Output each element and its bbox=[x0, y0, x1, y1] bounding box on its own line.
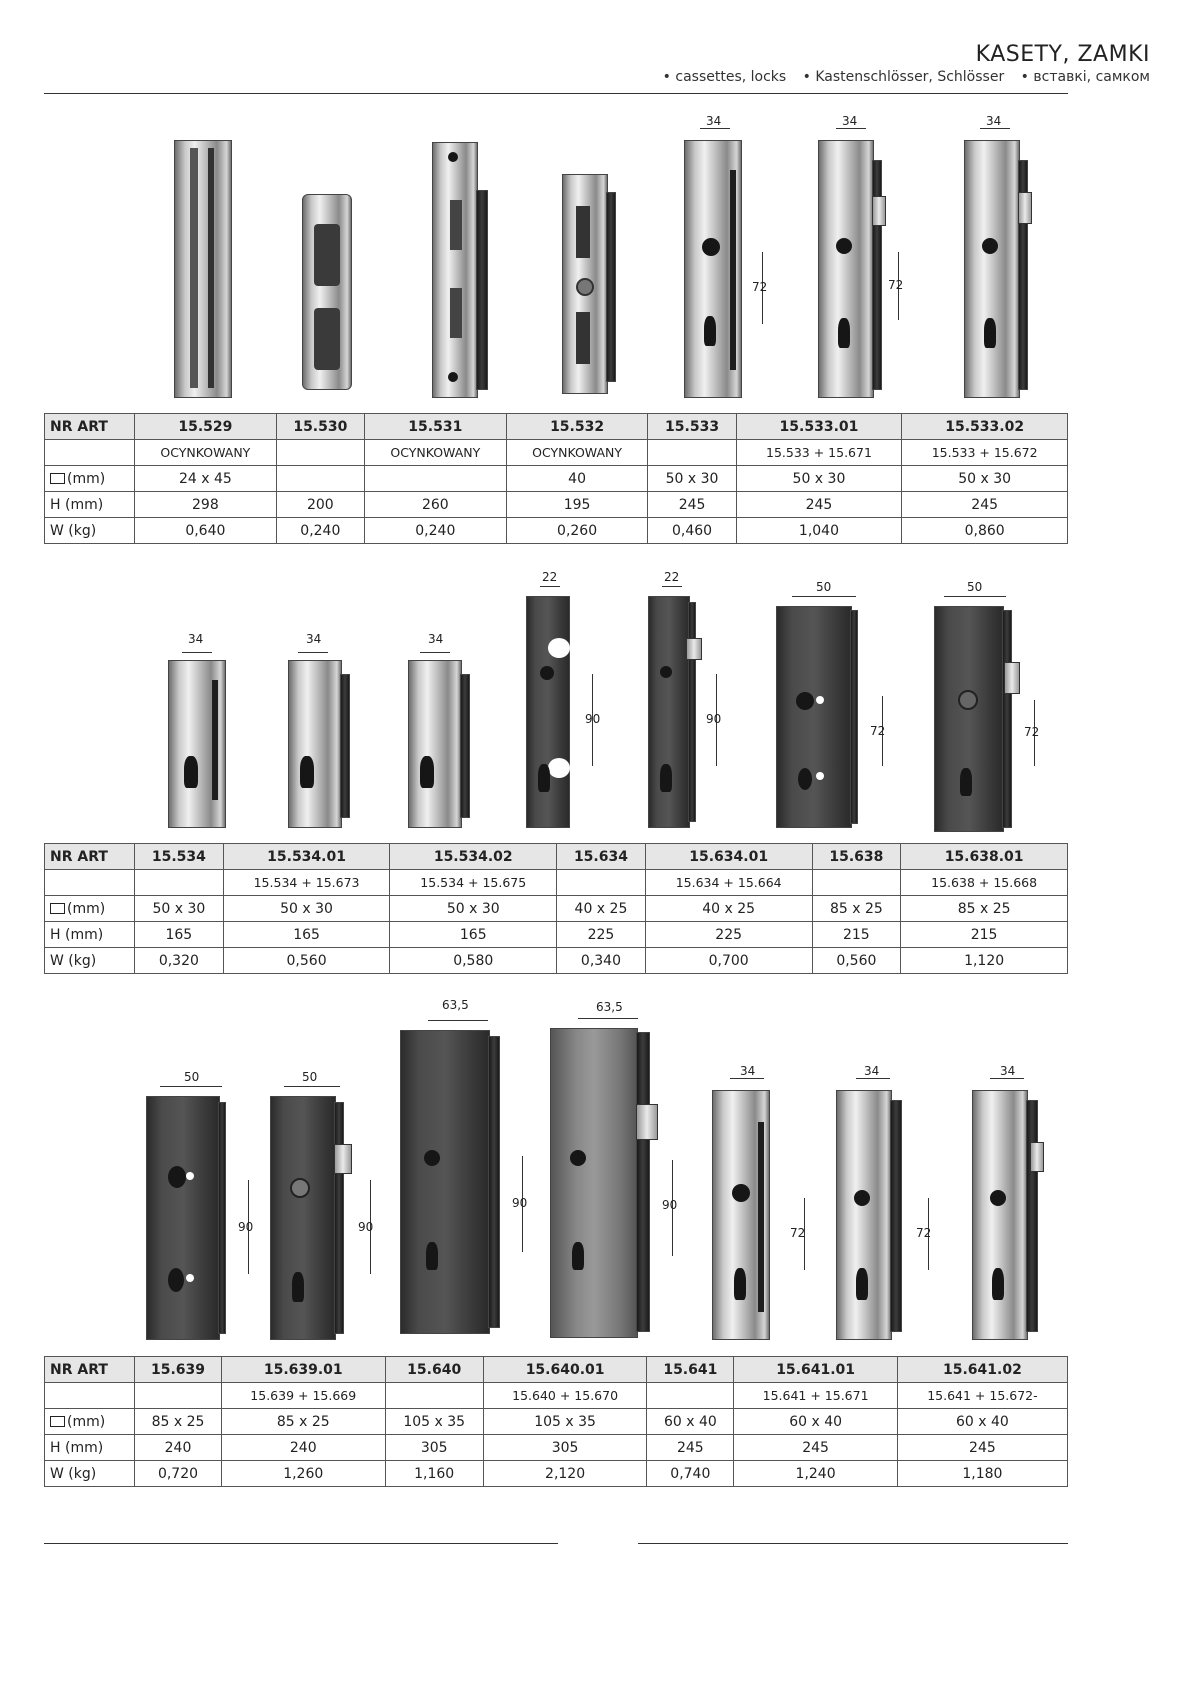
product-image-1553302 bbox=[964, 140, 1034, 402]
dim-width-1563401: 22 bbox=[664, 570, 680, 584]
subtitle-ua: • вставкі, самком bbox=[1020, 69, 1150, 85]
product-image-15530 bbox=[298, 188, 356, 394]
product-image-1553301 bbox=[818, 140, 888, 402]
product-image-15634 bbox=[526, 596, 576, 832]
dim-width-1564102: 34 bbox=[1000, 1064, 1016, 1078]
product-image-1563401 bbox=[648, 596, 704, 832]
dim-width-15534: 34 bbox=[188, 632, 204, 646]
product-image-1553402 bbox=[408, 660, 474, 832]
dim-height-1563801: 72 bbox=[1024, 725, 1040, 739]
dim-height-1563901: 90 bbox=[358, 1220, 374, 1234]
dim-width-15638: 50 bbox=[816, 580, 832, 594]
product-image-1564001 bbox=[550, 1028, 670, 1340]
table-row-weight: W (kg) 0,640 0,240 0,240 0,260 0,460 1,040 0,860 bbox=[45, 518, 1068, 544]
table-row-articles: NR ART 15.639 15.639.01 15.640 15.640.01 15.641 15.641.01 15.641.02 bbox=[45, 1357, 1068, 1383]
dim-width-1563901: 50 bbox=[302, 1070, 318, 1084]
table-row-articles: NR ART 15.529 15.530 15.531 15.532 15.533 15.533.01 15.533.02 bbox=[45, 414, 1068, 440]
product-image-15638 bbox=[776, 606, 862, 830]
table-row-profile: (mm) 85 x 25 85 x 25 105 x 35 105 x 35 60 x 40 60 x 40 60 x 40 bbox=[45, 1409, 1068, 1435]
dim-width-1553302: 34 bbox=[986, 114, 1002, 128]
product-image-15534 bbox=[168, 660, 230, 832]
dim-height-15638: 72 bbox=[870, 724, 886, 738]
table-row-height: H (mm) 165 165 165 225 225 215 215 bbox=[45, 922, 1068, 948]
dim-height-15640: 90 bbox=[512, 1196, 528, 1210]
spec-table-3 bbox=[44, 1356, 1068, 1487]
table-row-description: 15.639 + 15.669 15.640 + 15.670 15.641 + 15.671 15.641 + 15.672- bbox=[45, 1383, 1068, 1409]
dim-width-15533: 34 bbox=[706, 114, 722, 128]
dim-width-15640: 63,5 bbox=[442, 998, 469, 1012]
dim-height-1564001: 90 bbox=[662, 1198, 678, 1212]
product-image-1553401 bbox=[288, 660, 354, 832]
product-image-1564102 bbox=[972, 1090, 1048, 1342]
dim-width-1564001: 63,5 bbox=[596, 1000, 623, 1014]
page-subtitle bbox=[651, 69, 1150, 85]
square-profile-icon bbox=[50, 903, 65, 914]
table-row-height: H (mm) 240 240 305 305 245 245 245 bbox=[45, 1435, 1068, 1461]
product-image-15531 bbox=[430, 140, 492, 402]
product-image-15641 bbox=[712, 1090, 774, 1342]
table-row-profile: (mm) 24 x 45 40 50 x 30 50 x 30 50 x 30 bbox=[45, 466, 1068, 492]
dim-height-1563401: 90 bbox=[706, 712, 722, 726]
dim-width-1553402: 34 bbox=[428, 632, 444, 646]
subtitle-en: • cassettes, locks bbox=[662, 69, 787, 85]
product-image-15639 bbox=[146, 1096, 232, 1342]
product-image-15533 bbox=[684, 140, 746, 402]
table-row-weight: W (kg) 0,720 1,260 1,160 2,120 0,740 1,240 1,180 bbox=[45, 1461, 1068, 1487]
table-row-description: OCYNKOWANY OCYNKOWANY OCYNKOWANY 15.533 + 15.671 15.533 + 15.672 bbox=[45, 440, 1068, 466]
dim-width-1563801: 50 bbox=[967, 580, 983, 594]
product-image-15532 bbox=[560, 172, 620, 397]
page-title: KASETY, ZAMKI bbox=[975, 42, 1150, 67]
spec-table-1 bbox=[44, 413, 1068, 544]
header-rule bbox=[44, 93, 1068, 94]
table-row-articles: NR ART 15.534 15.534.01 15.534.02 15.634 15.634.01 15.638 15.638.01 bbox=[45, 844, 1068, 870]
dim-height-1553301: 72 bbox=[888, 278, 904, 292]
dim-width-15641: 34 bbox=[740, 1064, 756, 1078]
product-image-1563901 bbox=[270, 1096, 354, 1342]
dim-height-15634: 90 bbox=[585, 712, 601, 726]
subtitle-de: • Kastenschlösser, Schlösser bbox=[802, 69, 1005, 85]
dim-height-1564101: 72 bbox=[916, 1226, 932, 1240]
product-image-1563801 bbox=[934, 606, 1024, 834]
product-image-15529 bbox=[172, 138, 238, 402]
table-row-description: 15.534 + 15.673 15.534 + 15.675 15.634 + 15.664 15.638 + 15.668 bbox=[45, 870, 1068, 896]
dim-width-1553301: 34 bbox=[842, 114, 858, 128]
dim-width-1553401: 34 bbox=[306, 632, 322, 646]
page-header bbox=[651, 42, 1150, 85]
product-image-1564101 bbox=[836, 1090, 908, 1342]
dim-width-15634: 22 bbox=[542, 570, 558, 584]
dim-width-15639: 50 bbox=[184, 1070, 200, 1084]
spec-table-2 bbox=[44, 843, 1068, 974]
square-profile-icon bbox=[50, 473, 65, 484]
square-profile-icon bbox=[50, 1416, 65, 1427]
dim-height-15533: 72 bbox=[752, 280, 768, 294]
footer-rule-right bbox=[638, 1543, 1068, 1544]
table-row-weight: W (kg) 0,320 0,560 0,580 0,340 0,700 0,560 1,120 bbox=[45, 948, 1068, 974]
footer-rule-left bbox=[44, 1543, 558, 1544]
dim-height-15641: 72 bbox=[790, 1226, 806, 1240]
dim-height-15639: 90 bbox=[238, 1220, 254, 1234]
table-row-height: H (mm) 298 200 260 195 245 245 245 bbox=[45, 492, 1068, 518]
dim-width-1564101: 34 bbox=[864, 1064, 880, 1078]
product-image-15640 bbox=[400, 1030, 504, 1336]
table-row-profile: (mm) 50 x 30 50 x 30 50 x 30 40 x 25 40 x 25 85 x 25 85 x 25 bbox=[45, 896, 1068, 922]
